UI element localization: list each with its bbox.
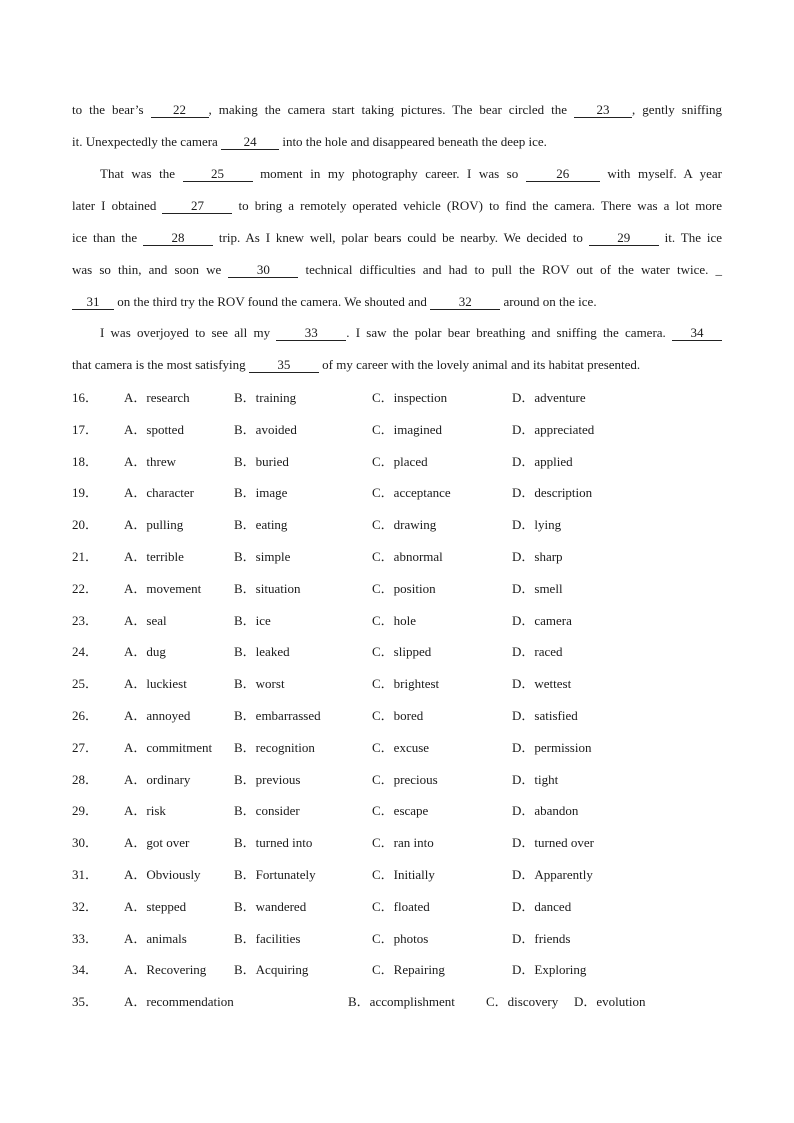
blank-23: 23 (574, 102, 632, 118)
option-b[interactable]: B．simple (234, 549, 291, 564)
option-c[interactable]: C．brightest (372, 676, 440, 692)
question-number: 30． (72, 835, 99, 851)
option-b[interactable]: B．buried (234, 453, 289, 469)
option-a[interactable]: A．luckiest (124, 676, 187, 692)
blank-33: 33 (276, 325, 346, 341)
option-d[interactable]: D．smell (512, 580, 563, 596)
question-number: 34． (72, 962, 99, 978)
option-c[interactable]: C．slipped (372, 644, 432, 660)
question-row (72, 611, 732, 631)
blank-32: 32 (430, 294, 500, 310)
blank-35: 35 (249, 357, 319, 373)
blank-27: 27 (162, 198, 232, 214)
option-c[interactable]: C．position (372, 580, 436, 596)
question-number: 19． (72, 485, 99, 501)
option-d[interactable]: D．description (512, 485, 593, 501)
option-c[interactable]: C．placed (372, 453, 428, 469)
option-c[interactable]: C．Repairing (372, 962, 445, 978)
text-line: that camera is the most satisfying 35 of my career with the lovely animal and its habitat presented. (72, 357, 641, 372)
option-a[interactable]: A．recommendation (124, 994, 234, 1010)
question-row (72, 674, 732, 694)
text-line: 31 on the third try the ROV found the camera. We shouted and 32 around on the ice. (72, 293, 597, 311)
question-number: 23． (72, 612, 99, 628)
question-row (72, 420, 732, 440)
question-number: 16． (72, 390, 99, 405)
option-d[interactable]: D．appreciated (512, 421, 595, 437)
option-b[interactable]: B．turned into (234, 835, 313, 851)
option-c[interactable]: C．inspection (372, 390, 448, 405)
option-a[interactable]: A．pulling (124, 517, 184, 533)
question-row (72, 452, 732, 472)
option-a[interactable]: A．research (124, 390, 190, 405)
option-d[interactable]: D．tight (512, 771, 559, 787)
option-a[interactable]: A．animals (124, 930, 187, 946)
option-c[interactable]: C．discovery (486, 994, 559, 1010)
question-number: 26． (72, 708, 99, 723)
option-c[interactable]: C．floated (372, 898, 430, 914)
question-number: 21． (72, 549, 99, 564)
text-line: later I obtained 27 to bring a remotely operated vehicle (ROV) to find the camera. There was a lot more (72, 198, 722, 213)
option-a[interactable]: A．annoyed (124, 708, 191, 723)
option-b[interactable]: B．leaked (234, 644, 290, 660)
question-row (72, 929, 732, 949)
option-d[interactable]: D．satisfied (512, 708, 578, 723)
option-c[interactable]: C．escape (372, 803, 429, 819)
option-a[interactable]: A．got over (124, 835, 190, 851)
question-row (72, 706, 732, 726)
option-d[interactable]: D．permission (512, 739, 592, 755)
question-row (72, 388, 732, 408)
option-a[interactable]: A．character (124, 485, 195, 501)
question-number: 28． (72, 771, 99, 787)
question-number: 25． (72, 676, 99, 692)
option-c[interactable]: C．Initially (372, 867, 435, 882)
option-a[interactable]: A．dug (124, 644, 166, 660)
option-c[interactable]: C．excuse (372, 739, 430, 755)
option-d[interactable]: D．friends (512, 930, 571, 946)
option-b[interactable]: B．facilities (234, 930, 301, 946)
option-b[interactable]: B．previous (234, 771, 301, 787)
question-number: 33． (72, 930, 99, 946)
option-c[interactable]: C．precious (372, 771, 438, 787)
question-row (72, 992, 732, 1012)
option-d[interactable]: D．danced (512, 898, 572, 914)
option-b[interactable]: B．accomplishment (348, 994, 455, 1010)
text-line: to the bear’s 22 , making the camera start taking pictures. The bear circled the 23 , gently sniffing (72, 102, 722, 117)
question-number: 35． (72, 994, 99, 1010)
option-b[interactable]: B．recognition (234, 739, 315, 755)
question-row (72, 515, 732, 535)
option-a[interactable]: A．ordinary (124, 771, 191, 787)
question-number: 20． (72, 517, 99, 533)
option-d[interactable]: D．raced (512, 644, 563, 660)
blank-31: 31 (72, 294, 114, 310)
option-b[interactable]: B．Fortunately (234, 867, 316, 882)
text-line: That was the 25 moment in my photography career. I was so 26 with myself. A year (100, 166, 722, 181)
option-b[interactable]: B．Acquiring (234, 962, 309, 978)
text-line: it. Unexpectedly the camera 24 into the hole and disappeared beneath the deep ice. (72, 134, 547, 149)
text-line: was so thin, and soon we 30 technical difficulties and had to pull the ROV out of the water twice. _ (72, 262, 722, 277)
question-row (72, 865, 732, 885)
option-c[interactable]: C．drawing (372, 517, 437, 533)
option-b[interactable]: B．eating (234, 517, 288, 533)
option-b[interactable]: B．consider (234, 803, 300, 819)
question-number: 22． (72, 580, 99, 596)
text-line: I was overjoyed to see all my 33 . I saw the polar bear breathing and sniffing the camera. 34 (100, 324, 722, 342)
question-number: 29． (72, 803, 99, 819)
option-b[interactable]: B．image (234, 485, 288, 501)
option-a[interactable]: A．terrible (124, 549, 184, 564)
option-a[interactable]: A．Obviously (124, 867, 201, 882)
option-d[interactable]: D．Exploring (512, 962, 587, 978)
option-b[interactable]: B．embarrassed (234, 708, 321, 723)
option-c[interactable]: C．ran into (372, 835, 434, 851)
question-row (72, 483, 732, 503)
option-c[interactable]: C．photos (372, 930, 429, 946)
question-row (72, 579, 732, 599)
question-number: 17． (72, 421, 99, 437)
option-a[interactable]: A．threw (124, 453, 176, 469)
question-number: 18． (72, 453, 99, 469)
question-number: 24． (72, 644, 99, 660)
option-a[interactable]: A．seal (124, 612, 167, 628)
blank-22: 22 (151, 102, 209, 118)
option-c[interactable]: C．acceptance (372, 485, 451, 501)
question-row (72, 547, 732, 567)
option-d[interactable]: D．camera (512, 612, 572, 628)
option-b[interactable]: B．worst (234, 676, 285, 692)
blank-28: 28 (143, 230, 213, 246)
question-row (72, 833, 732, 853)
question-row (72, 801, 732, 821)
question-row (72, 960, 732, 980)
question-row (72, 738, 732, 758)
blank-25: 25 (183, 166, 253, 182)
option-d[interactable]: D．abandon (512, 803, 579, 819)
question-number: 31． (72, 867, 99, 882)
option-c[interactable]: C．bored (372, 708, 424, 723)
option-d[interactable]: D．wettest (512, 676, 572, 692)
option-d[interactable]: D．applied (512, 453, 573, 469)
blank-24: 24 (221, 134, 279, 150)
blank-29: 29 (589, 230, 659, 246)
question-number: 32． (72, 898, 99, 914)
option-a[interactable]: A．stepped (124, 898, 187, 914)
question-number: 27． (72, 739, 99, 755)
option-a[interactable]: A．Recovering (124, 962, 207, 978)
option-d[interactable]: D．turned over (512, 835, 594, 851)
option-b[interactable]: B．wandered (234, 898, 307, 914)
blank-30: 30 (228, 262, 298, 278)
question-row (72, 642, 732, 662)
option-b[interactable]: B．avoided (234, 421, 297, 437)
question-row (72, 770, 732, 790)
option-a[interactable]: A．spotted (124, 421, 184, 437)
option-d[interactable]: D．adventure (512, 390, 586, 405)
option-b[interactable]: B．situation (234, 580, 301, 596)
option-a[interactable]: A．movement (124, 580, 202, 596)
blank-26: 26 (526, 166, 600, 182)
option-a[interactable]: A．risk (124, 803, 166, 819)
question-row (72, 897, 732, 917)
option-d[interactable]: D．Apparently (512, 867, 593, 882)
option-c[interactable]: C．abnormal (372, 549, 443, 564)
option-c[interactable]: C．hole (372, 612, 417, 628)
option-a[interactable]: A．commitment (124, 739, 213, 755)
option-d[interactable]: D．sharp (512, 549, 563, 564)
text-line: ice than the 28 trip. As I knew well, polar bears could be nearby. We decided to 29 it. The ice (72, 230, 723, 245)
option-c[interactable]: C．imagined (372, 421, 443, 437)
option-b[interactable]: B．training (234, 390, 297, 405)
blank-34: 34 (672, 325, 722, 341)
option-d[interactable]: D．lying (512, 517, 562, 533)
option-b[interactable]: B．ice (234, 612, 271, 628)
option-d[interactable]: D．evolution (574, 994, 646, 1010)
